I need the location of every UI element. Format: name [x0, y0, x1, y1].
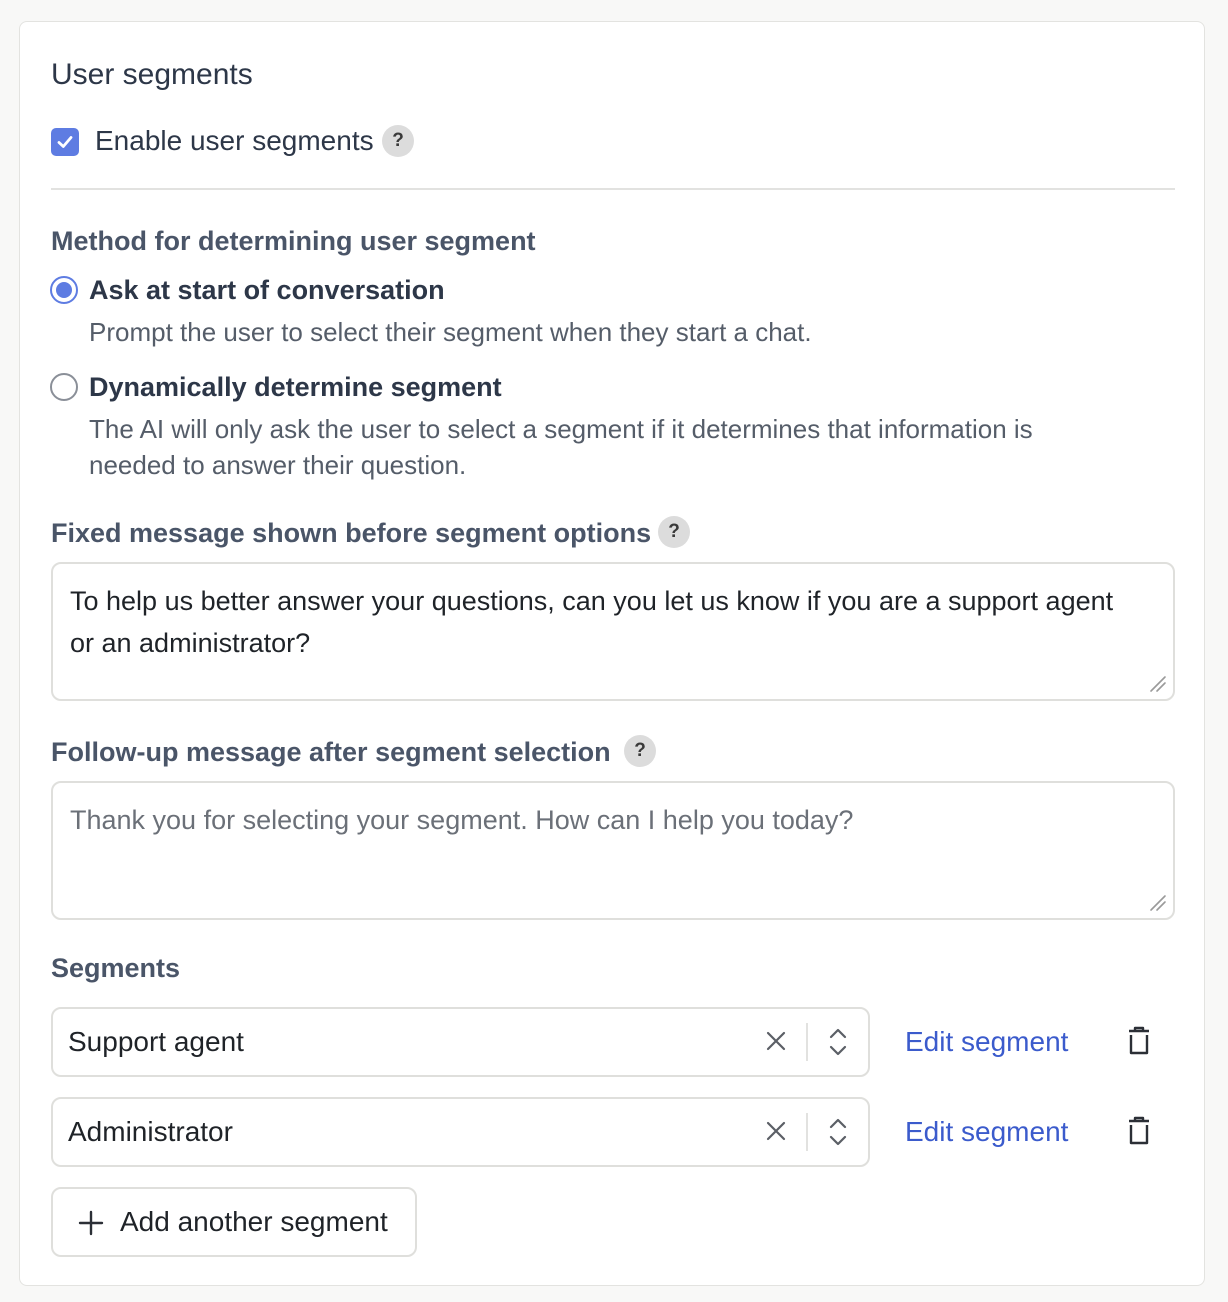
panel-title: User segments: [51, 58, 253, 91]
followup-message-placeholder: Thank you for selecting your segment. How can I help you today?: [70, 805, 854, 835]
user-segments-panel: [19, 21, 1205, 1286]
chevron-updown-icon[interactable]: [827, 1025, 849, 1059]
segment-select-value: Support agent: [68, 1026, 244, 1057]
trash-icon[interactable]: [1126, 1026, 1152, 1056]
radio-dynamic-description-line1: The AI will only ask the user to select a segment if it determines that information is: [89, 414, 1033, 444]
resize-handle-icon[interactable]: [1147, 673, 1167, 693]
trash-icon[interactable]: [1126, 1116, 1152, 1146]
enable-segments-checkbox[interactable]: [51, 128, 79, 156]
fixed-message-label: Fixed message shown before segment options: [51, 518, 652, 548]
followup-message-label: Follow-up message after segment selection: [51, 737, 611, 767]
method-label: Method for determining user segment: [51, 226, 536, 256]
select-separator: [806, 1113, 808, 1151]
edit-segment-link[interactable]: Edit segment: [905, 1116, 1069, 1147]
segment-select-value: Administrator: [68, 1116, 233, 1147]
divider: [51, 188, 1175, 190]
fixed-message-line2: or an administrator?: [70, 628, 311, 658]
clear-icon[interactable]: [764, 1119, 788, 1143]
radio-ask-at-start-title[interactable]: Ask at start of conversation: [89, 275, 445, 305]
add-segment-label: Add another segment: [120, 1206, 388, 1237]
enable-segments-label[interactable]: Enable user segments: [95, 125, 374, 156]
followup-message-textarea[interactable]: [51, 781, 1175, 920]
checkmark-icon: [55, 132, 75, 152]
clear-icon[interactable]: [764, 1029, 788, 1053]
radio-dynamic-title[interactable]: Dynamically determine segment: [89, 372, 502, 402]
help-icon[interactable]: ?: [658, 516, 690, 548]
fixed-message-textarea[interactable]: [51, 562, 1175, 701]
resize-handle-icon[interactable]: [1147, 892, 1167, 912]
radio-ask-at-start[interactable]: [50, 276, 78, 304]
help-icon[interactable]: ?: [624, 735, 656, 767]
fixed-message-line1: To help us better answer your questions, can you let us know if you are a support agent: [70, 586, 1114, 616]
edit-segment-link[interactable]: Edit segment: [905, 1026, 1069, 1057]
chevron-updown-icon[interactable]: [827, 1115, 849, 1149]
radio-ask-at-start-description: Prompt the user to select their segment when they start a chat.: [89, 317, 812, 347]
plus-icon: [78, 1210, 104, 1236]
select-separator: [806, 1023, 808, 1061]
radio-dynamic[interactable]: [50, 373, 78, 401]
radio-dynamic-description-line2: needed to answer their question.: [89, 450, 467, 480]
add-segment-button[interactable]: [51, 1187, 417, 1257]
segment-select[interactable]: [51, 1097, 870, 1167]
segment-select[interactable]: [51, 1007, 870, 1077]
segments-label: Segments: [51, 953, 181, 983]
help-icon[interactable]: ?: [382, 125, 414, 157]
